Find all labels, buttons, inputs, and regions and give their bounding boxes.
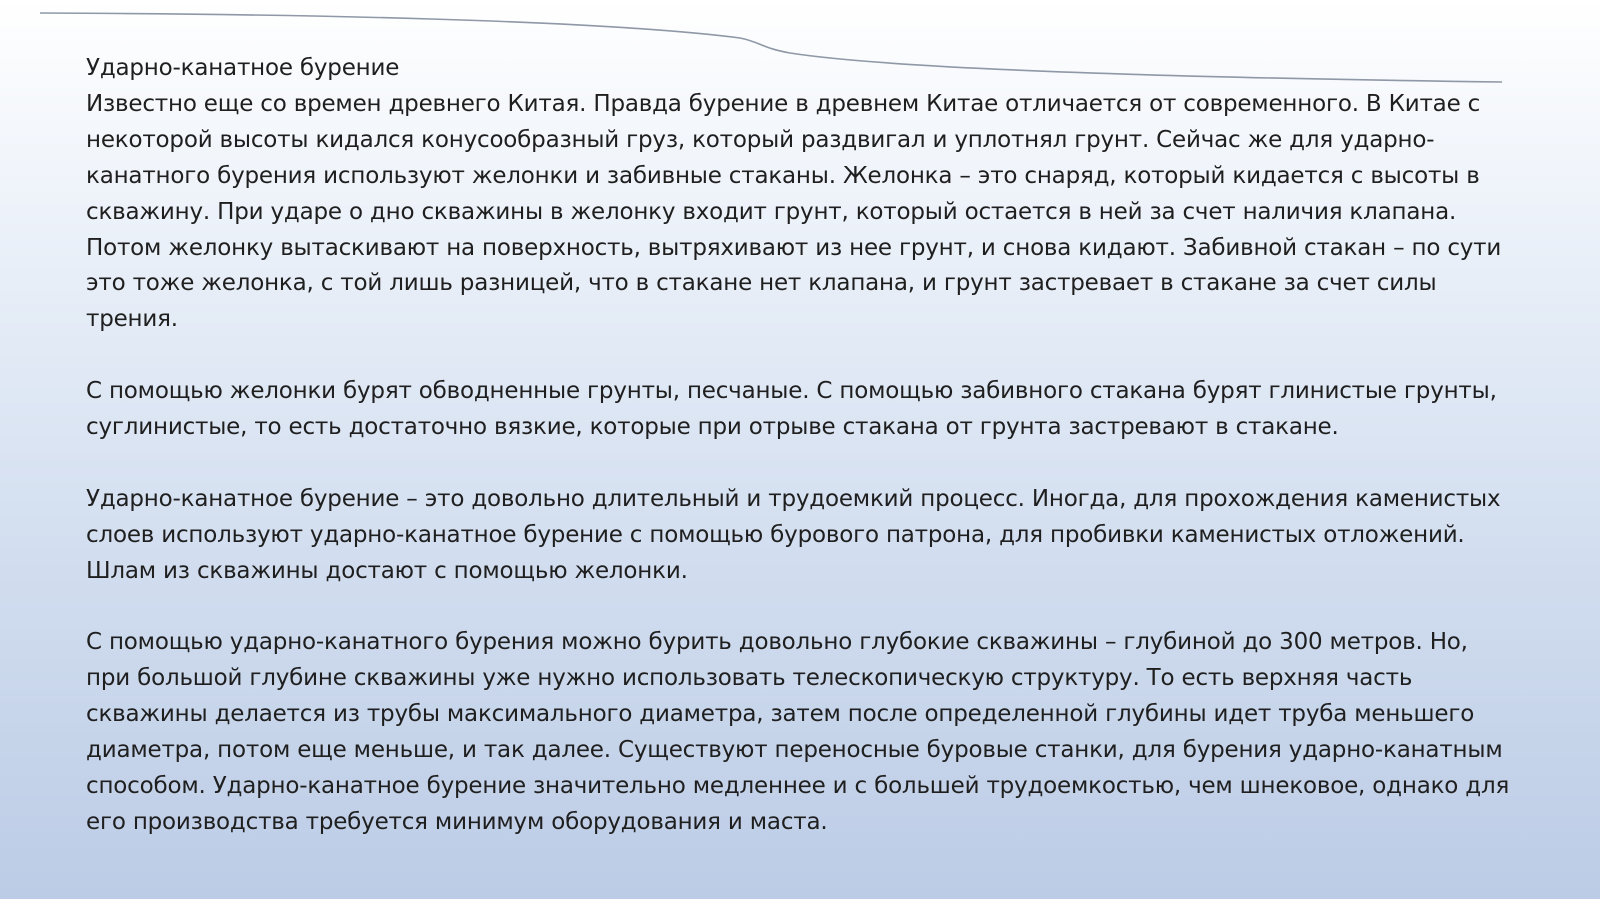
slide-text-body xyxy=(86,51,1516,841)
paragraph-spacer xyxy=(86,446,1516,482)
paragraph-spacer xyxy=(86,590,1516,626)
paragraph-3: Ударно-канатное бурение – это довольно длительный и трудоемкий процесс. Иногда, для прохождения каменистых слоев используют ударно-канатное бурение с помощью бурового патрона, для пробивки каменистых отложений. Шлам из скважины достают с помощью желонки. xyxy=(86,485,1501,584)
paragraph-spacer xyxy=(86,338,1516,374)
paragraph-2: С помощью желонки бурят обводненные грунты, песчаные. С помощью забивного стакана бурят глинистые грунты, суглинистые, то есть достаточно вязкие, которые при отрыве стакана от грунта застревают в стакане. xyxy=(86,378,1497,441)
paragraph-1: Известно еще со времен древнего Китая. Правда бурение в древнем Китае отличается от современного. В Китае с некоторой высоты кидался конусообразный груз, который раздвигал и уплотнял грунт. Сейчас же для ударно-канатного бурения используют желонки и забивные стаканы. Желонка – это снаряд, который кидается с высоты в скважину. При ударе о дно скважины в желонку входит грунт, который остается в ней за счет наличия клапана. Потом желонку вытаскивают на поверхность, вытряхивают из нее грунт, и снова кидают. Забивной стакан – по сути это тоже желонка, с той лишь разницей, что в стакане нет клапана, и грунт застревает в стакане за счет силы трения. xyxy=(86,90,1502,333)
slide-title: Ударно-канатное бурение xyxy=(86,55,400,81)
paragraph-4: С помощью ударно-канатного бурения можно бурить довольно глубокие скважины – глубиной до 300 метров. Но, при большой глубине скважины уже нужно использовать телескопическую структуру. То есть верхняя часть скважины делается из трубы максимального диаметра, затем после определенной глубины идет труба меньшего диаметра, потом еще меньше, и так далее. Существуют переносные буровые станки, для бурения ударно-канатным способом. Ударно-канатное бурение значительно медленнее и с большей трудоемкостью, чем шнековое, однако для его производства требуется минимум оборудования и маста. xyxy=(86,629,1510,835)
